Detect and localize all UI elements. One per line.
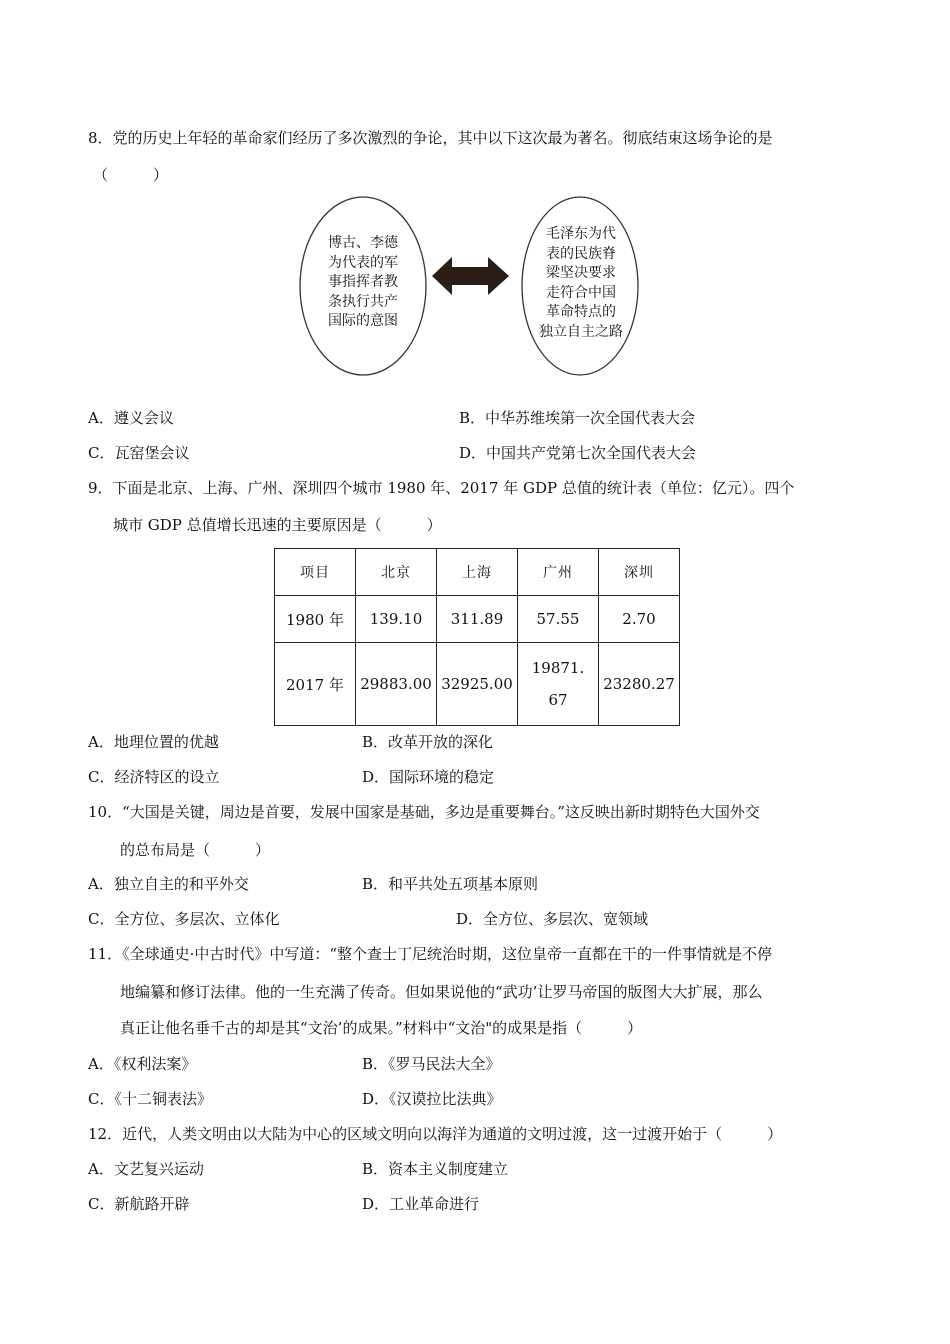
q10-option-d[interactable]: D．全方位、多层次、宽领域 — [456, 910, 649, 928]
right-line: 梁坚决要求 — [546, 265, 616, 281]
table-cell: 139.10 — [356, 596, 437, 643]
q9-option-c[interactable]: C．经济特区的设立 — [88, 768, 220, 786]
q12-option-c[interactable]: C．新航路开辟 — [88, 1195, 190, 1213]
q11-stem-line3: 真正让他名垂千古的却是其“文治’的成果。”材料中“文治"的成果是指（ ） — [120, 1019, 643, 1037]
table-cell: 32925.00 — [437, 643, 518, 726]
table-cell: 2017 年 — [275, 643, 356, 726]
q11-option-d[interactable]: D．《汉谟拉比法典》 — [362, 1090, 502, 1108]
q11-stem-line2: 地编纂和修订法律。他的一生充满了传奇。但如果说他的“武功’让罗马帝国的版图大大扩展，那么 — [120, 983, 763, 1001]
right-line: 毛泽东为代 — [546, 226, 616, 242]
gdp-table — [274, 548, 680, 726]
q9-option-a[interactable]: A．地理位置的优越 — [88, 733, 219, 751]
left-ellipse-text — [312, 234, 414, 332]
q12-option-d[interactable]: D．工业革命进行 — [362, 1195, 480, 1213]
double-arrow-icon — [432, 257, 509, 295]
table-row — [275, 596, 680, 643]
q11-option-b[interactable]: B．《罗马民法大全》 — [362, 1055, 501, 1073]
q9-option-b[interactable]: B．改革开放的深化 — [362, 733, 494, 751]
q9-stem-line2: 城市 GDP 总值增长迅速的主要原因是（ ） — [113, 516, 442, 534]
q11-option-a[interactable]: A．《权利法案》 — [88, 1055, 197, 1073]
right-line: 独立自主之路 — [539, 323, 623, 340]
header-cell: 深圳 — [599, 549, 680, 596]
q9-option-d[interactable]: D．国际环境的稳定 — [362, 768, 495, 786]
table-cell: 29883.00 — [356, 643, 437, 726]
q12-stem-line1: 12．近代，人类文明由以大陆为中心的区域文明向以海洋为通道的文明过渡，这一过渡开始于（ ） — [88, 1125, 783, 1143]
q9-stem-line1: 9．下面是北京、上海、广州、深圳四个城市 1980 年、2017 年 GDP 总值的统计表（单位：亿元）。四个 — [88, 479, 795, 497]
q10-option-c[interactable]: C．全方位、多层次、立体化 — [88, 910, 280, 928]
q10-option-a[interactable]: A．独立自主的和平外交 — [88, 875, 249, 893]
table-cell-wrapped — [518, 643, 599, 726]
left-line: 为代表的军 — [328, 254, 398, 271]
q12-option-b[interactable]: B．资本主义制度建立 — [362, 1160, 509, 1178]
q11-stem-line1: 11．《全球通史·中古时代》中写道：“整个查士丁尼统治时期，这位皇帝一直都在干的一件事情就是不停 — [88, 945, 773, 963]
q12-option-a[interactable]: A．文艺复兴运动 — [88, 1160, 204, 1178]
header-cell: 上海 — [437, 549, 518, 596]
q8-option-c[interactable]: C．瓦窑堡会议 — [88, 444, 190, 462]
header-cell: 项目 — [275, 549, 356, 596]
table-cell: 23280.27 — [599, 643, 680, 726]
left-line: 国际的意图 — [328, 313, 398, 329]
right-line: 表的民族脊 — [546, 245, 616, 262]
left-line: 事指挥者教 — [328, 274, 398, 290]
table-cell: 311.89 — [437, 596, 518, 643]
header-cell: 北京 — [356, 549, 437, 596]
left-line: 博古、李德 — [328, 235, 398, 251]
right-line: 走符合中国 — [546, 284, 616, 301]
table-cell: 2.70 — [599, 596, 680, 643]
table-header-row — [275, 549, 680, 596]
table-row — [275, 643, 680, 726]
q8-stem-line1: 8．党的历史上年轻的革命家们经历了多次激烈的争论，其中以下这次最为著名。彻底结束这场争论的是 — [88, 129, 773, 147]
header-cell: 广州 — [518, 549, 599, 596]
q8-option-d[interactable]: D．中国共产党第七次全国代表大会 — [459, 444, 697, 462]
table-cell: 19871.67 — [531, 659, 585, 709]
q10-option-b[interactable]: B．和平共处五项基本原则 — [362, 875, 539, 893]
q10-stem-line2: 的总布局是（ ） — [120, 841, 271, 859]
q8-answer-blank: （ ） — [93, 166, 169, 184]
table-cell: 57.55 — [518, 596, 599, 643]
q10-stem-line1: 10．“大国是关键，周边是首要，发展中国家是基础，多边是重要舞台。”这反映出新时期特色大国外交 — [88, 803, 760, 821]
q8-option-a[interactable]: A．遵义会议 — [88, 409, 174, 427]
left-line: 条执行共产 — [328, 293, 398, 310]
right-ellipse-text — [526, 225, 636, 342]
q11-option-c[interactable]: C．《十二铜表法》 — [88, 1090, 212, 1108]
right-line: 革命特点的 — [546, 304, 616, 320]
table-cell: 1980 年 — [275, 596, 356, 643]
q8-option-b[interactable]: B．中华苏维埃第一次全国代表大会 — [459, 409, 696, 427]
q8-diagram — [298, 195, 643, 377]
